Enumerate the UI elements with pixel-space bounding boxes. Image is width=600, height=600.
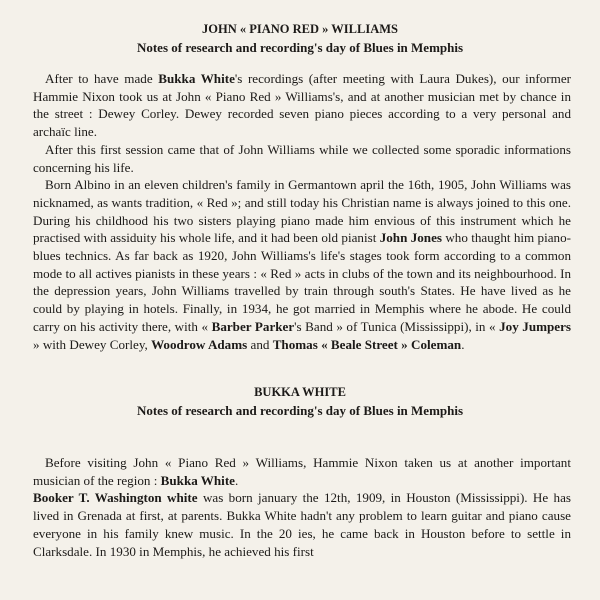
name-bold: Thomas « Beale Street » Coleman	[272, 336, 462, 352]
name-bold: Bukka White	[158, 71, 235, 86]
text-run: .	[235, 472, 239, 488]
paragraph	[33, 176, 571, 353]
paragraph: After this first session came that of John Williams while we collected some sporadic informations concerning his life.	[33, 141, 571, 175]
text-run: » with Dewey Corley,	[33, 336, 152, 352]
section-header-piano-red	[0, 20, 600, 57]
section-body-piano-red	[33, 70, 571, 353]
section-body-bukka-white	[33, 454, 571, 560]
text-run: After to have made	[45, 71, 159, 86]
section-subtitle: Notes of research and recording's day of Blues in Memphis	[136, 40, 464, 55]
section-title: JOHN « PIANO RED » WILLIAMS	[202, 22, 398, 36]
text-run: was born january the 12th, 1909, in Houston (Mississippi). He has lived in Grenada at first, at parents. Bukka White hadn't any problem to learn guitar and piano cause everyone in his family knew music. In the 20 ies, he came back in Houston before to settle in Clarksdale. In 1930 in Memphis, he achieved his first	[33, 490, 571, 559]
section-title: BUKKA WHITE	[254, 385, 346, 399]
section-header-bukka-white	[0, 383, 600, 420]
text-run: and	[247, 336, 273, 352]
name-bold: Barber Parker	[211, 318, 295, 334]
text-run: Born Albino in an eleven children's family in Germantown april the 16th, 1905, John Williams was nicknamed, as wants tradition, « Red »; and still today his Christian name is always joined to this one. During his childhood his two sisters playing piano made him envious of this instrument which he practised with assiduity his whole life, and it had been old pianist	[33, 177, 571, 246]
paragraph	[33, 489, 571, 560]
name-bold: Joy Jumpers	[499, 318, 572, 334]
text-run: Before visiting John « Piano Red » Williams, Hammie Nixon taken us at another important musician of the region :	[33, 455, 571, 488]
paragraph	[33, 70, 571, 141]
text-run: 's recordings (after meeting with Laura Dukes), our informer Hammie Nixon took us at John « Piano Red » Williams's, and at another musician met by chance in the street : Dewey Corley. Dewey recorded seven piano pieces according to a very personal and archaïc line.	[33, 71, 571, 140]
section-subtitle: Notes of research and recording's day of Blues in Memphis	[136, 403, 464, 418]
name-bold: Booker T. Washington white	[33, 490, 198, 506]
name-bold: Woodrow Adams	[151, 336, 248, 352]
name-bold: Bukka White	[160, 472, 235, 488]
text-run: who thaught him piano-blues technics. As far back as 1920, John Williams's life's stages took form according to a common mode to all actives pianists in these years : « Red » acts in clubs of the town and its neighbourhood. In the depression years, John Williams travelled by train through south's States. He have lived as he could by playing in hotels. Finally, in 1934, he got married in Memphis where he abode. He could carry on his activity there, with «	[33, 230, 572, 334]
text-run: .	[461, 336, 465, 352]
name-bold: John Jones	[379, 230, 442, 246]
text-run: 's Band » of Tunica (Mississippi), in «	[294, 318, 500, 334]
paragraph	[33, 454, 571, 489]
